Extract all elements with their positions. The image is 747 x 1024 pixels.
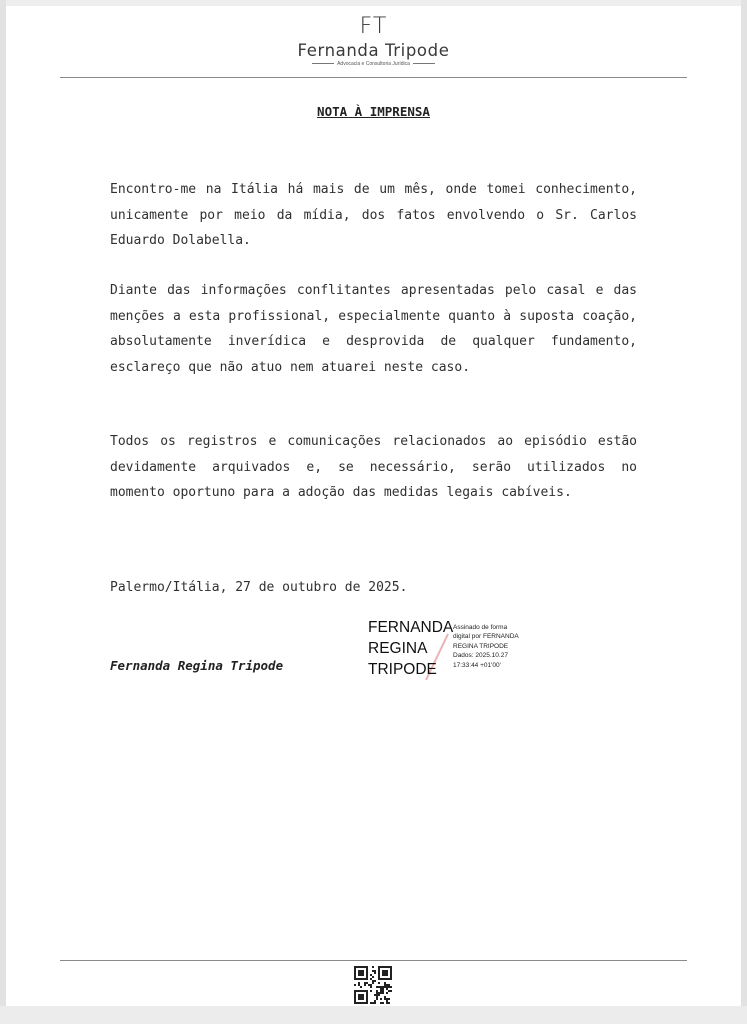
- logo-name: Fernanda Tripode: [297, 41, 450, 60]
- digital-signature-name-line: REGINA: [368, 640, 428, 657]
- digital-signature-name-line: TRIPODE: [368, 661, 437, 678]
- digital-signature-name: [368, 617, 453, 680]
- body-paragraph-3: Todos os registros e comunicações relacionados ao episódio estão devidamente arquivados e, se necessário, serão utilizados no momento oportuno para a adoção das medidas legais cabíveis.: [110, 434, 637, 500]
- logo-monogram: FT: [359, 14, 388, 39]
- body-paragraph-1: Encontro-me na Itália há mais de um mês, onde tomei conhecimento, unicamente por meio da mídia, dos fatos envolvendo o Sr. Carlos Eduardo Dolabella.: [110, 182, 637, 248]
- digital-signature-detail-line: Dados: 2025.10.27: [453, 652, 508, 660]
- dateline: Palermo/Itália, 27 de outubro de 2025.: [110, 580, 408, 595]
- header-rule: [60, 77, 687, 78]
- digital-signature-detail-line: digital por FERNANDA: [453, 633, 519, 641]
- logo-subtitle-text: Advocacia e Consultoria Jurídica: [337, 61, 410, 67]
- divider: [413, 63, 435, 64]
- digital-signature-detail-line: Assinado de forma: [453, 624, 508, 631]
- document-title: NOTA À IMPRENSA: [317, 104, 430, 119]
- digital-signature-name-line: FERNANDA: [368, 619, 454, 636]
- logo-subtitle: [0, 61, 747, 67]
- qr-code-icon: [350, 966, 396, 1004]
- document-page: [6, 6, 741, 1006]
- digital-signature-detail-line: REGINA TRIPODE: [453, 642, 509, 650]
- page-shadow-right: [741, 0, 747, 1024]
- footer-rule: [60, 960, 687, 961]
- body-paragraph-2: Diante das informações conflitantes apresentadas pelo casal e das menções a esta profissional, especialmente quanto à suposta coação, absolutamente inverídica e desprovida de qualquer fundamento, esclareço que não atuo nem atuarei neste caso.: [110, 283, 637, 375]
- divider: [312, 63, 334, 64]
- signer-name: Fernanda Regina Tripode: [110, 658, 284, 673]
- digital-signature-details: [453, 623, 553, 670]
- page-shadow-bottom: [0, 1006, 747, 1024]
- digital-signature-detail-line: 17:33:44 +01'00': [453, 661, 501, 669]
